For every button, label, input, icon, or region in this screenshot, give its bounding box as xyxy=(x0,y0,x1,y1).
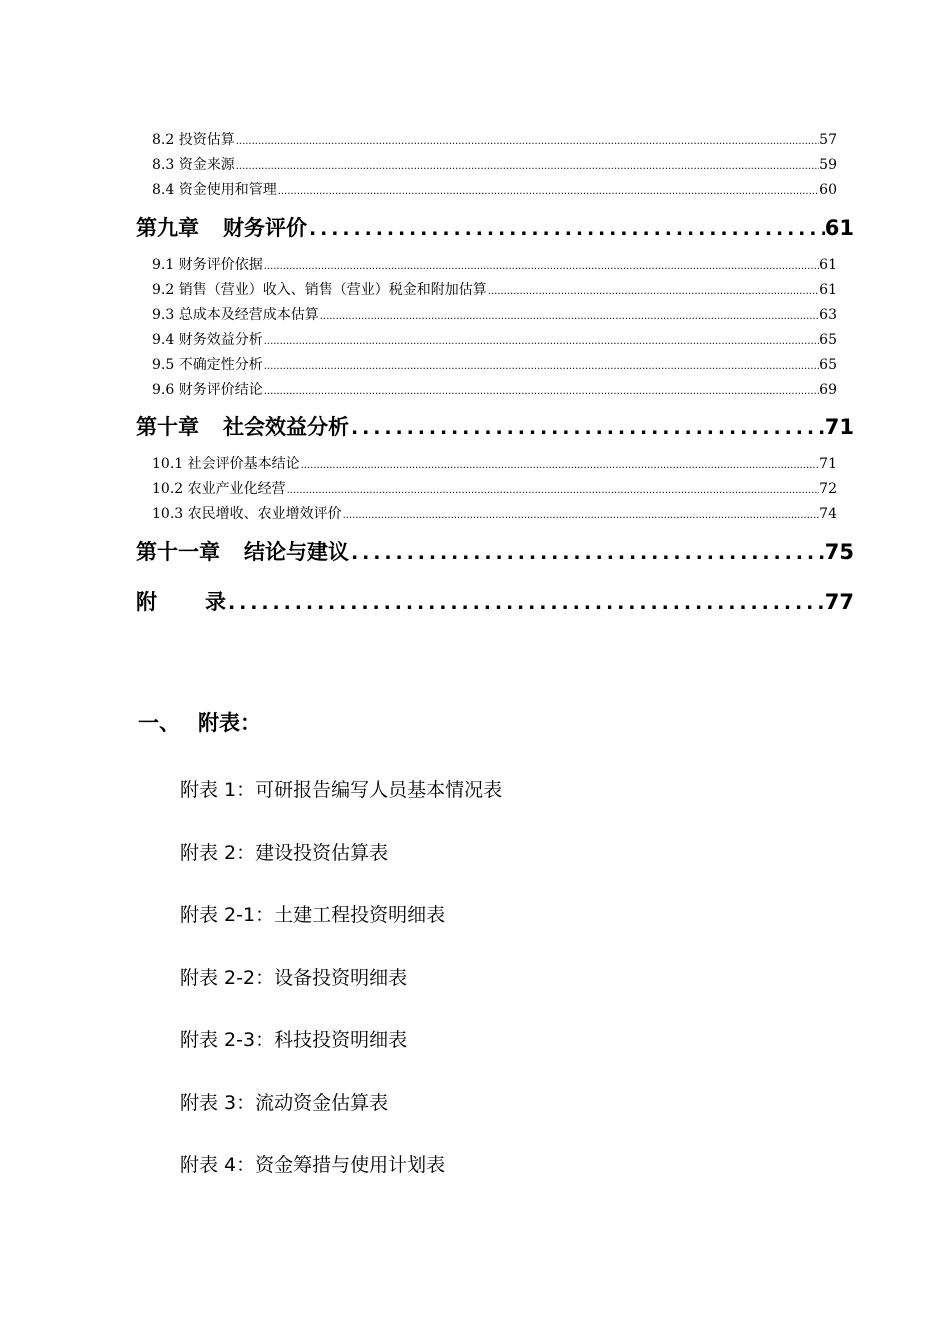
chapter-title: 录 xyxy=(205,590,226,614)
toc-entry-label: 9.4 财务效益分析 xyxy=(152,332,263,347)
appendix-table-item: 附表 4：资金筹措与使用计划表 xyxy=(180,1154,446,1176)
toc-entry-10-3[interactable] xyxy=(152,503,837,521)
section-title: 附表： xyxy=(198,711,261,735)
toc-entry-9-1[interactable] xyxy=(152,254,837,272)
toc-page-number: 61 xyxy=(819,257,837,272)
dot-leader xyxy=(351,415,825,439)
dot-leader xyxy=(236,157,819,172)
toc-entry-label: 9.5 不确定性分析 xyxy=(152,357,263,372)
toc-page-number: 65 xyxy=(819,357,837,372)
toc-entry-label: 10.1 社会评价基本结论 xyxy=(152,456,300,471)
toc-entry-label: 8.2 投资估算 xyxy=(152,132,235,147)
dot-leader xyxy=(309,216,825,240)
toc-appendix[interactable] xyxy=(136,586,854,614)
dot-leader xyxy=(264,332,819,347)
section-number: 一、 xyxy=(138,711,180,735)
toc-page-number: 72 xyxy=(819,481,837,496)
chapter-number: 第十一章 xyxy=(136,540,220,564)
chapter-title: 社会效益分析 xyxy=(223,415,349,439)
toc-entry-label: 9.1 财务评价依据 xyxy=(152,257,263,272)
toc-entry-9-2[interactable] xyxy=(152,279,837,297)
appendix-table-item: 附表 2-3：科技投资明细表 xyxy=(180,1029,408,1051)
dot-leader xyxy=(278,182,819,197)
toc-page-number: 60 xyxy=(819,182,837,197)
toc-page-number: 65 xyxy=(819,332,837,347)
toc-page-number: 61 xyxy=(824,216,854,240)
chapter-number: 第十章 xyxy=(136,415,199,439)
toc-chapter-9[interactable] xyxy=(136,212,854,240)
toc-page-number: 61 xyxy=(819,282,837,297)
toc-page-number: 77 xyxy=(824,590,854,614)
dot-leader xyxy=(488,282,819,297)
chapter-number: 第九章 xyxy=(136,216,199,240)
toc-entry-label: 8.4 资金使用和管理 xyxy=(152,182,277,197)
dot-leader xyxy=(264,357,819,372)
toc-entry-label: 8.3 资金来源 xyxy=(152,157,235,172)
toc-chapter-10[interactable] xyxy=(136,411,854,439)
dot-leader xyxy=(264,257,819,272)
dot-leader xyxy=(236,132,819,147)
dot-leader xyxy=(343,506,820,521)
toc-entry-9-4[interactable] xyxy=(152,329,837,347)
dot-leader xyxy=(287,481,820,496)
toc-page-number: 71 xyxy=(819,456,837,471)
toc-entry-label: 9.2 销售（营业）收入、销售（营业）税金和附加估算 xyxy=(152,282,487,297)
toc-entry-10-2[interactable] xyxy=(152,478,837,496)
appendix-table-item: 附表 1：可研报告编写人员基本情况表 xyxy=(180,779,503,801)
toc-entry-label: 9.3 总成本及经营成本估算 xyxy=(152,307,319,322)
toc-entry-10-1[interactable] xyxy=(152,453,837,471)
appendix-table-item: 附表 2-2：设备投资明细表 xyxy=(180,967,408,989)
dot-leader xyxy=(228,590,825,614)
toc-page-number: 71 xyxy=(824,415,854,439)
toc-chapter-11[interactable] xyxy=(136,536,854,564)
toc-page-number: 75 xyxy=(824,540,854,564)
chapter-number: 附 xyxy=(136,590,157,614)
toc-entry-9-6[interactable] xyxy=(152,379,837,397)
dot-leader xyxy=(351,540,825,564)
toc-page-number: 59 xyxy=(819,157,837,172)
toc-entry-label: 10.3 农民增收、农业增效评价 xyxy=(152,506,342,521)
toc-entry-8-4[interactable] xyxy=(152,179,837,197)
appendix-section-heading xyxy=(138,707,261,737)
toc-entry-9-3[interactable] xyxy=(152,304,837,322)
toc-entry-8-3[interactable] xyxy=(152,154,837,172)
appendix-table-item: 附表 2：建设投资估算表 xyxy=(180,842,389,864)
appendix-table-item: 附表 3：流动资金估算表 xyxy=(180,1092,389,1114)
toc-page-number: 63 xyxy=(819,307,837,322)
toc-page-number: 74 xyxy=(819,506,837,521)
toc-entry-label: 9.6 财务评价结论 xyxy=(152,382,263,397)
chapter-title: 财务评价 xyxy=(223,216,307,240)
toc-entry-9-5[interactable] xyxy=(152,354,837,372)
toc-page-number: 69 xyxy=(819,382,837,397)
toc-page-number: 57 xyxy=(819,132,837,147)
toc-entry-label: 10.2 农业产业化经营 xyxy=(152,481,286,496)
dot-leader xyxy=(301,456,820,471)
dot-leader xyxy=(320,307,819,322)
toc-entry-8-2[interactable] xyxy=(152,129,837,147)
dot-leader xyxy=(264,382,819,397)
chapter-title: 结论与建议 xyxy=(244,540,349,564)
appendix-table-item: 附表 2-1：土建工程投资明细表 xyxy=(180,904,446,926)
